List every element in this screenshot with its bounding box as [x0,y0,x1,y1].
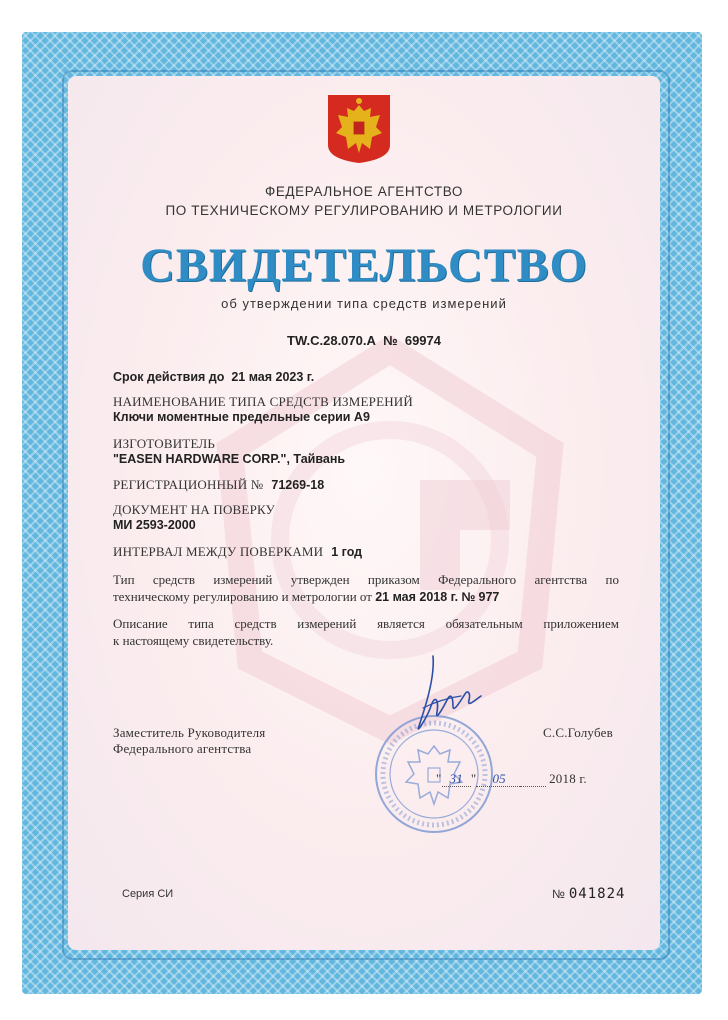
type-name-value: Ключи моментные предельные серии А9 [113,410,370,424]
russian-coat-of-arms-icon [326,93,392,165]
validity-row [113,370,314,384]
date-month: 05 [476,771,519,787]
approval-date: 21 мая 2018 г. [375,590,459,604]
registration-row [113,476,324,494]
interval-value: 1 год [331,545,363,559]
manufacturer-label: ИЗГОТОВИТЕЛЬ [113,436,216,451]
series-label: Серия СИ [122,888,174,900]
approval-paragraph [113,571,619,606]
certificate-serial: 69974 [404,333,441,348]
document-subtitle: об утверждении типа средств измерений [221,296,507,311]
date-open-quote: " [436,771,442,786]
verification-doc-value: МИ 2593-2000 [113,518,196,532]
signatory-name: С.С.Голубев [543,725,613,740]
serial-number: 041824 [568,886,626,902]
approval-line1: Тип средств измерений утвержден приказом Федерального агентства по [113,572,619,587]
agency-name-line1: ФЕДЕРАЛЬНОЕ АГЕНТСТВО [264,184,464,199]
date-day: 31 [442,771,471,787]
signature-date-line [436,771,587,787]
document-title: СВИДЕТЕЛЬСТВО [140,239,588,292]
certificate-code: TW.C.28.070.A [287,333,376,348]
watermark-rosette [190,330,590,750]
registration-value: 71269-18 [271,478,325,492]
serial-number-sign: № [552,887,565,901]
approval-line2 [113,588,619,606]
approval-number-sign: № [461,590,476,604]
number-sign: № [383,333,398,348]
handwritten-signature [405,648,485,738]
validity-date: 21 мая 2023 г. [231,370,315,384]
description-line2: к настоящему свидетельству. [113,633,274,648]
signatory-title-line2: Федерального агентства [113,741,252,756]
agency-name-line2: ПО ТЕХНИЧЕСКОМУ РЕГУЛИРОВАНИЮ И МЕТРОЛОГИИ [165,203,563,218]
verification-doc-label: ДОКУМЕНТ НА ПОВЕРКУ [113,502,276,517]
description-line1: Описание типа средств измерений является обязательным приложением [113,616,619,631]
date-close-quote: " [470,771,477,786]
description-paragraph [113,615,619,649]
type-name-label: НАИМЕНОВАНИЕ ТИПА СРЕДСТВ ИЗМЕРЕНИЙ [113,394,413,409]
date-year: 2018 г. [549,771,587,786]
approval-order-number: 977 [478,590,500,604]
approval-line2-prefix: техническому регулированию и метрологии от [113,589,372,604]
interval-label: ИНТЕРВАЛ МЕЖДУ ПОВЕРКАМИ [113,544,324,559]
interval-row [113,543,362,561]
certificate-number [70,333,658,348]
manufacturer-value: "EASEN HARDWARE CORP.", Тайвань [113,452,346,466]
registration-label: РЕГИСТРАЦИОННЫЙ № [113,477,264,492]
blank-serial [552,885,625,903]
signatory-title-line1: Заместитель Руководителя [113,725,266,740]
validity-label: Срок действия до [113,370,225,384]
